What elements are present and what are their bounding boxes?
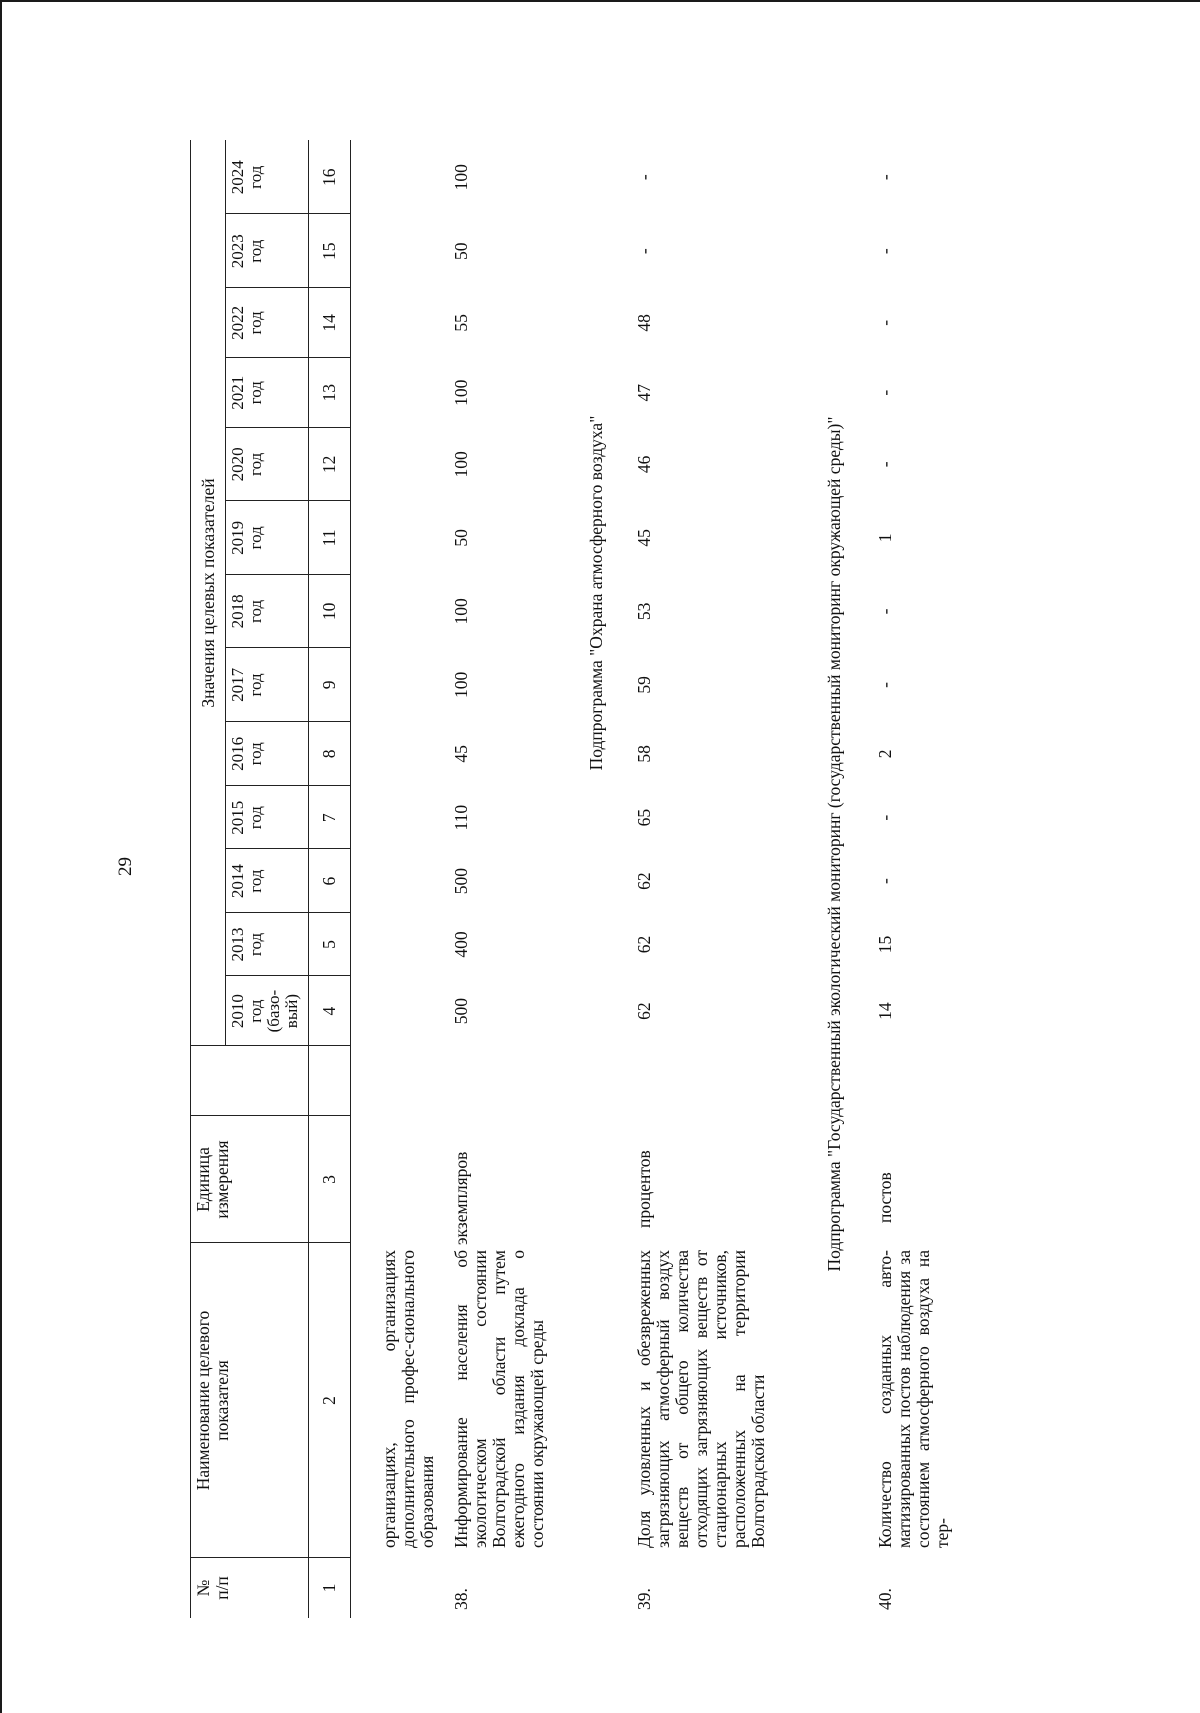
table-cell-value: 58 (634, 745, 654, 763)
column-number: 13 (318, 383, 339, 402)
year-header-text: 2022 год (228, 305, 265, 340)
year-header-text: 2019 год (228, 520, 265, 555)
year-header (229, 428, 307, 502)
row-39-name: Доля уловленных и обезвреженных загрязняющих атмосферный воздух веществ от общего количества отходящих загрязняющих веществ от стационарных источников, расположенных на территории Волгоградской области (634, 1250, 768, 1548)
column-number: 5 (318, 940, 339, 949)
year-header (229, 913, 307, 976)
column-number: 3 (318, 1175, 339, 1184)
table-top-border (190, 140, 191, 1618)
header-unit (194, 1116, 304, 1243)
year-header (229, 786, 307, 849)
header-number-text: № п/п (193, 1576, 232, 1600)
column-number: 14 (318, 314, 339, 332)
table-cell-value: 53 (634, 602, 654, 621)
column-number: 12 (318, 455, 339, 474)
table-cell-value: 45 (634, 529, 654, 547)
year-header-text: 2018 год (228, 594, 265, 629)
table-cell-value: - (875, 319, 895, 326)
row-40-name: Количество созданных авто-матизированных постов наблюдения за состоянием атмосферного воздуха на тер- (875, 1250, 952, 1548)
row-39-unit: процентов (634, 1150, 654, 1228)
subprogram-atmospheric-air: Подпрограмма "Охрана атмосферного воздуха" (586, 415, 606, 771)
header-target-values (192, 140, 224, 1046)
table-cell-value: - (875, 608, 895, 615)
year-header-text: 2017 год (228, 667, 265, 702)
page-edge-top (0, 0, 1200, 2)
year-header (229, 976, 307, 1046)
column-number: 2 (318, 1396, 339, 1405)
table-cell-value: 46 (634, 455, 654, 474)
table-cell-value: - (875, 174, 895, 181)
page-edge-left (0, 0, 2, 1713)
header-bottom-border (308, 140, 309, 1618)
column-number: 1 (318, 1583, 339, 1593)
year-header-text: 2023 год (228, 234, 265, 269)
column-number: 8 (318, 749, 339, 759)
table-cell-value: 65 (634, 808, 654, 827)
indicator-table (160, 118, 1190, 1658)
header-target-values-text: Значения целевых показателей (197, 478, 218, 708)
continuation-text: организациях, организациях дополнительного профес-сионального образования (379, 1250, 437, 1548)
year-header-text: 2010 год (базо-вый) (228, 989, 301, 1033)
year-header (229, 849, 307, 912)
table-cell-value: 59 (634, 676, 654, 694)
year-header-text: 2020 год (228, 447, 265, 482)
row-38-name: Информирование населения об экологическом состоянии Волгоградской области путем ежегодного издания доклада о состоянии окружающей среды (451, 1250, 547, 1548)
table-cell-value: 62 (634, 872, 654, 890)
header-number (194, 1558, 304, 1618)
table-cell-value: - (875, 814, 895, 821)
table-cell-value: 47 (634, 383, 654, 402)
table-cell-value: 100 (451, 598, 471, 625)
table-cell-value: - (875, 681, 895, 688)
year-header (229, 288, 307, 358)
year-header (229, 358, 307, 428)
table-cell-value: - (634, 174, 654, 181)
table-cell-value: 15 (875, 935, 895, 954)
table-cell-value: - (875, 389, 895, 396)
row-40-unit: постов (875, 1172, 895, 1223)
table-cell-value: - (875, 461, 895, 468)
table-cell-value: 50 (451, 242, 471, 260)
year-header (229, 722, 307, 786)
table-cell-value: - (634, 248, 654, 255)
column-number: 10 (318, 602, 339, 621)
table-cell-value: 400 (451, 931, 471, 958)
year-header-text: 2021 год (228, 375, 265, 410)
table-cell-value: 55 (451, 314, 471, 332)
column-number: 6 (318, 876, 339, 886)
table-cell-value: 14 (875, 1002, 895, 1020)
table-cell-value: 48 (634, 314, 654, 332)
column-number: 15 (318, 242, 339, 260)
row-38-number: 38. (451, 1588, 471, 1610)
col-numbers-bottom-border (350, 140, 351, 1618)
year-header-text: 2014 год (228, 864, 265, 899)
row-39-number: 39. (634, 1588, 654, 1610)
table-cell-value: 500 (451, 867, 471, 895)
row-40-number: 40. (875, 1588, 895, 1610)
table-cell-value: 45 (451, 745, 471, 763)
header-indicator-name (194, 1243, 304, 1558)
table-cell-value: 100 (451, 379, 471, 406)
table-cell-value: 50 (451, 529, 471, 547)
column-number: 7 (318, 813, 339, 823)
column-number: 16 (318, 168, 339, 186)
year-header (229, 648, 307, 722)
table-cell-value: - (875, 878, 895, 884)
values-header-divider (225, 140, 226, 1046)
table-cell-value: 110 (451, 804, 471, 831)
year-header-text: 2015 год (228, 800, 265, 835)
table-cell-value: - (875, 248, 895, 255)
year-header-text: 2013 год (228, 927, 265, 962)
table-cell-value: 2 (875, 749, 895, 759)
header-indicator-name-text: Наименование целевого показателя (193, 1310, 232, 1491)
column-number: 4 (318, 1006, 339, 1016)
year-header (229, 575, 307, 649)
year-header-text: 2016 год (228, 736, 265, 771)
column-number: 9 (318, 680, 339, 690)
table-cell-value: 100 (451, 671, 471, 699)
table-cell-value: 1 (875, 533, 895, 543)
table-cell-value: 62 (634, 1002, 654, 1020)
year-header (229, 214, 307, 288)
table-cell-value: 100 (451, 164, 471, 191)
table-cell-value: 62 (634, 935, 654, 954)
year-header (229, 501, 307, 575)
column-number: 11 (318, 529, 339, 547)
subprogram-environmental-monitoring: Подпрограмма "Государственный экологический мониторинг (государственный мониторинг окружающей среды)" (824, 416, 844, 1272)
header-unit-text: Единица измерения (193, 1140, 232, 1219)
year-header (229, 140, 307, 214)
row-38-unit: экземпляров (451, 1151, 471, 1245)
page-number: 29 (115, 857, 136, 876)
table-cell-value: 500 (451, 997, 471, 1025)
table-cell-value: 100 (451, 451, 471, 478)
year-header-text: 2024 год (228, 160, 265, 195)
